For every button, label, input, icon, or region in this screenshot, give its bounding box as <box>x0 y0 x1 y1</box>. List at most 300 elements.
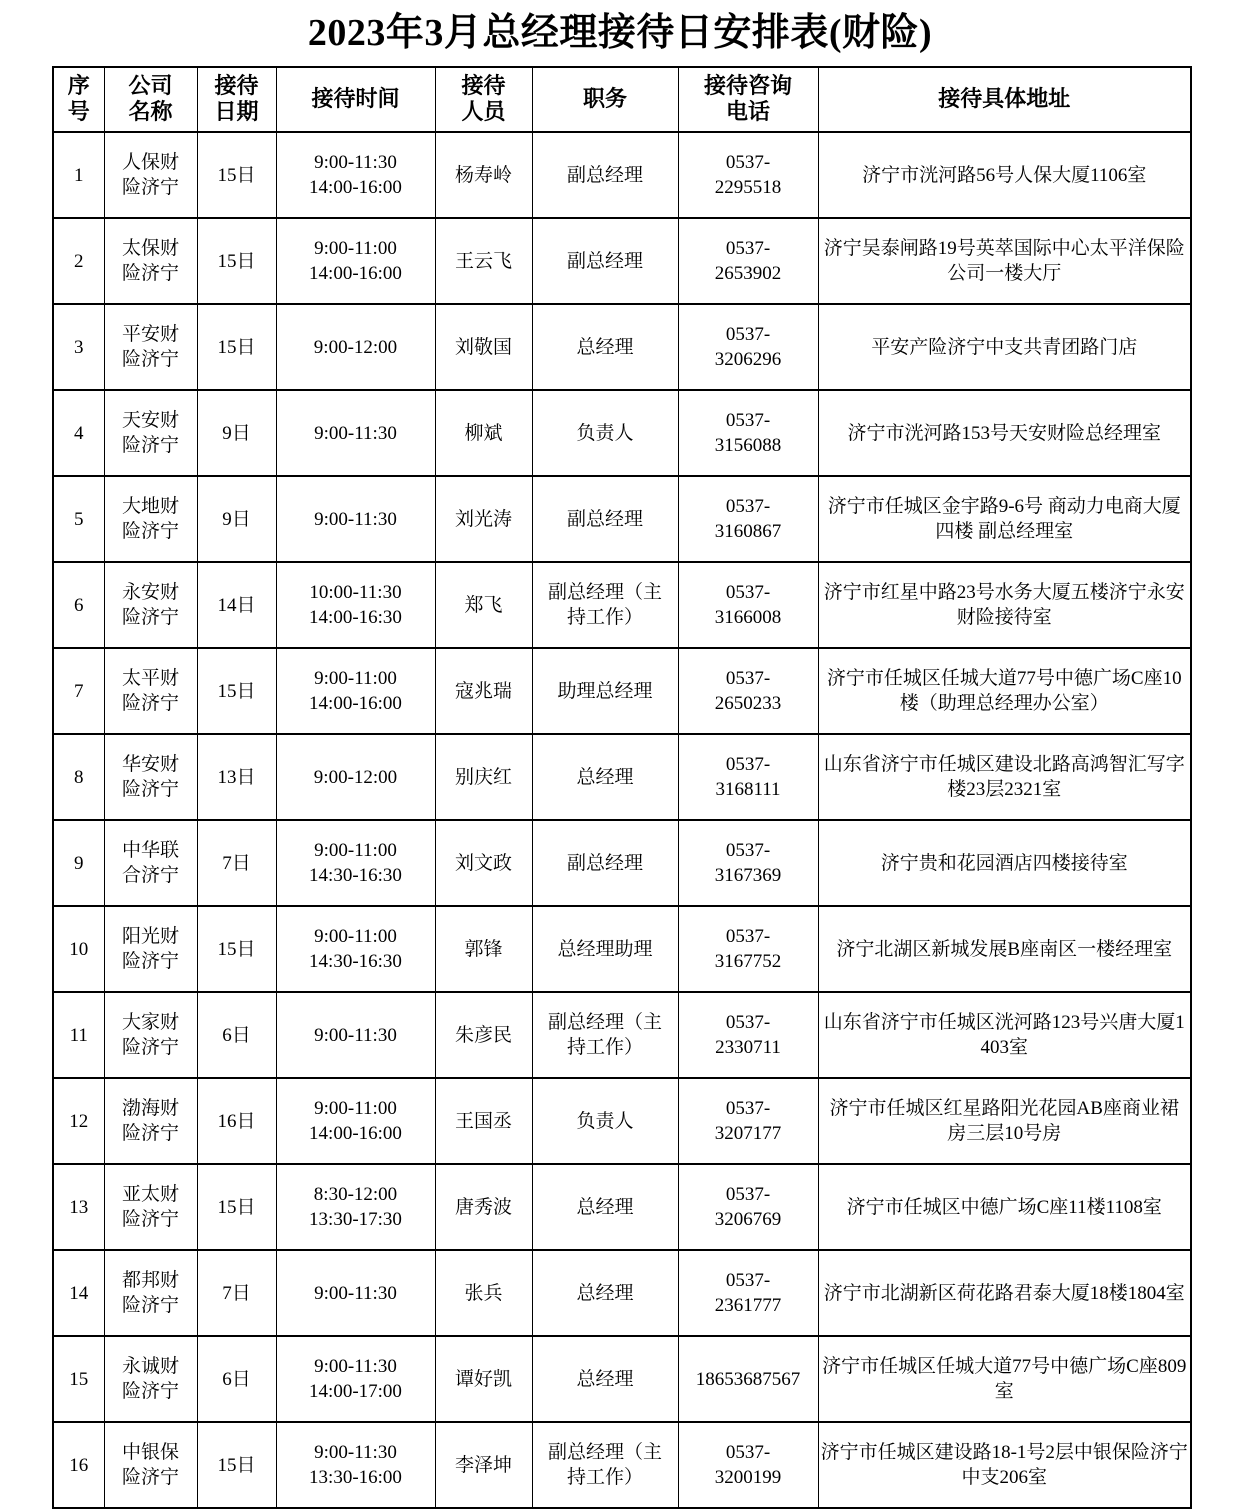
cell-job-title-line1: 副总经理 <box>535 851 676 876</box>
cell-time <box>276 132 435 218</box>
table-header-row <box>53 67 1191 133</box>
table-row <box>53 734 1191 820</box>
cell-phone-line1: 18653687567 <box>681 1367 816 1392</box>
cell-phone-line2: 2295518 <box>681 175 816 200</box>
cell-date-line1: 15日 <box>200 679 274 704</box>
cell-job-title-line1: 副总经理 <box>535 163 676 188</box>
cell-date <box>197 1336 276 1422</box>
cell-person <box>435 734 532 820</box>
cell-date-line1: 9日 <box>200 507 274 532</box>
table-row <box>53 132 1191 218</box>
cell-address: 济宁吴泰闸路19号英萃国际中心太平洋保险公司一楼大厅 <box>818 218 1191 304</box>
cell-company-line2: 险济宁 <box>107 1121 195 1146</box>
cell-job-title-line1: 副总经理 <box>535 249 676 274</box>
cell-company-line2: 险济宁 <box>107 1207 195 1232</box>
column-header-address: 接待具体地址 <box>818 67 1191 133</box>
cell-address: 济宁贵和花园酒店四楼接待室 <box>818 820 1191 906</box>
column-header-person-line2: 人员 <box>438 99 530 126</box>
cell-time <box>276 992 435 1078</box>
cell-time <box>276 906 435 992</box>
cell-company-line1: 阳光财 <box>107 924 195 949</box>
cell-date-line1: 15日 <box>200 335 274 360</box>
cell-phone-line2: 3167369 <box>681 863 816 888</box>
cell-person-line1: 杨寿岭 <box>438 163 530 188</box>
cell-address: 平安产险济宁中支共青团路门店 <box>818 304 1191 390</box>
cell-time-line1: 9:00-11:00 <box>279 236 433 261</box>
table-row <box>53 562 1191 648</box>
cell-person-line1: 张兵 <box>438 1281 530 1306</box>
cell-phone-line1: 0537- <box>681 666 816 691</box>
page-title: 2023年3月总经理接待日安排表(财险) <box>0 0 1240 66</box>
cell-person-line1: 刘光涛 <box>438 507 530 532</box>
cell-company <box>104 906 197 992</box>
column-header-index-line2: 号 <box>56 99 102 126</box>
cell-index <box>53 906 104 992</box>
cell-date <box>197 1422 276 1508</box>
cell-job-title-line1: 副总经理（主 <box>535 580 676 605</box>
cell-time-line1: 9:00-11:00 <box>279 666 433 691</box>
cell-time-line2: 14:00-16:00 <box>279 175 433 200</box>
table-row <box>53 992 1191 1078</box>
column-header-index <box>53 67 104 133</box>
cell-date-line1: 7日 <box>200 851 274 876</box>
cell-job-title <box>532 1078 678 1164</box>
cell-time-line1: 9:00-12:00 <box>279 335 433 360</box>
cell-company-line2: 险济宁 <box>107 605 195 630</box>
cell-phone-line1: 0537- <box>681 1010 816 1035</box>
cell-person <box>435 132 532 218</box>
cell-person <box>435 562 532 648</box>
cell-phone-line2: 2650233 <box>681 691 816 716</box>
cell-person-line1: 柳斌 <box>438 421 530 446</box>
cell-phone-line1: 0537- <box>681 494 816 519</box>
cell-company-line1: 永诚财 <box>107 1354 195 1379</box>
cell-index-line1: 3 <box>56 335 102 360</box>
cell-date <box>197 476 276 562</box>
cell-phone-line2: 2330711 <box>681 1035 816 1060</box>
cell-date-line1: 15日 <box>200 1195 274 1220</box>
cell-job-title <box>532 476 678 562</box>
cell-person-line1: 刘敬国 <box>438 335 530 360</box>
cell-phone-line1: 0537- <box>681 924 816 949</box>
cell-phone-line2: 2361777 <box>681 1293 816 1318</box>
cell-date-line1: 15日 <box>200 249 274 274</box>
column-header-person <box>435 67 532 133</box>
cell-person <box>435 1336 532 1422</box>
cell-person-line1: 寇兆瑞 <box>438 679 530 704</box>
cell-job-title-line1: 副总经理 <box>535 507 676 532</box>
cell-phone-line1: 0537- <box>681 1440 816 1465</box>
cell-person <box>435 218 532 304</box>
cell-person-line1: 谭好凯 <box>438 1367 530 1392</box>
cell-job-title-line1: 副总经理（主 <box>535 1440 676 1465</box>
cell-phone <box>678 820 818 906</box>
column-header-time: 接待时间 <box>276 67 435 133</box>
column-header-company <box>104 67 197 133</box>
cell-index-line1: 4 <box>56 421 102 446</box>
cell-person-line1: 李泽坤 <box>438 1453 530 1478</box>
cell-company-line1: 人保财 <box>107 150 195 175</box>
cell-phone-line2: 3200199 <box>681 1465 816 1490</box>
cell-phone <box>678 1078 818 1164</box>
cell-address: 济宁市任城区建设路18-1号2层中银保险济宁中支206室 <box>818 1422 1191 1508</box>
cell-phone-line1: 0537- <box>681 408 816 433</box>
cell-index <box>53 1164 104 1250</box>
cell-job-title-line1: 总经理 <box>535 765 676 790</box>
column-header-company-line1: 公司 <box>107 73 195 100</box>
cell-date-line1: 7日 <box>200 1281 274 1306</box>
cell-company-line2: 险济宁 <box>107 347 195 372</box>
cell-time-line2: 14:00-17:00 <box>279 1379 433 1404</box>
cell-job-title-line1: 总经理助理 <box>535 937 676 962</box>
cell-phone <box>678 562 818 648</box>
cell-date <box>197 132 276 218</box>
cell-date <box>197 992 276 1078</box>
cell-time-line2: 13:30-16:00 <box>279 1465 433 1490</box>
cell-company-line2: 险济宁 <box>107 777 195 802</box>
cell-phone <box>678 648 818 734</box>
cell-job-title <box>532 304 678 390</box>
cell-date <box>197 1164 276 1250</box>
cell-company <box>104 1250 197 1336</box>
cell-job-title <box>532 1336 678 1422</box>
cell-job-title-line2: 持工作） <box>535 1465 676 1490</box>
cell-time <box>276 1250 435 1336</box>
cell-time <box>276 820 435 906</box>
cell-job-title <box>532 1250 678 1336</box>
cell-company <box>104 132 197 218</box>
cell-company-line2: 险济宁 <box>107 1293 195 1318</box>
cell-index-line1: 11 <box>56 1023 102 1048</box>
table-row <box>53 390 1191 476</box>
cell-index <box>53 1250 104 1336</box>
cell-index <box>53 390 104 476</box>
cell-address: 山东省济宁市任城区洸河路123号兴唐大厦1403室 <box>818 992 1191 1078</box>
cell-phone-line1: 0537- <box>681 1096 816 1121</box>
cell-index <box>53 648 104 734</box>
cell-address: 济宁市洸河路153号天安财险总经理室 <box>818 390 1191 476</box>
cell-person <box>435 992 532 1078</box>
cell-time-line1: 9:00-11:30 <box>279 1023 433 1048</box>
cell-company <box>104 820 197 906</box>
cell-person <box>435 1078 532 1164</box>
cell-time <box>276 648 435 734</box>
cell-index <box>53 1422 104 1508</box>
column-header-phone-line1: 接待咨询 <box>681 73 816 100</box>
cell-phone <box>678 476 818 562</box>
cell-phone-line2: 3207177 <box>681 1121 816 1146</box>
table-row <box>53 1078 1191 1164</box>
table-row <box>53 1164 1191 1250</box>
column-header-date <box>197 67 276 133</box>
cell-address: 济宁市任城区金宇路9-6号 商动力电商大厦四楼 副总经理室 <box>818 476 1191 562</box>
cell-company-line2: 险济宁 <box>107 175 195 200</box>
cell-job-title-line1: 助理总经理 <box>535 679 676 704</box>
cell-index-line1: 12 <box>56 1109 102 1134</box>
cell-person <box>435 390 532 476</box>
cell-phone <box>678 734 818 820</box>
cell-time-line1: 9:00-11:30 <box>279 421 433 446</box>
cell-date-line1: 6日 <box>200 1023 274 1048</box>
cell-phone-line1: 0537- <box>681 322 816 347</box>
cell-company <box>104 1164 197 1250</box>
cell-time <box>276 476 435 562</box>
table-row <box>53 906 1191 992</box>
cell-phone-line2: 3160867 <box>681 519 816 544</box>
cell-date <box>197 1250 276 1336</box>
table-row <box>53 476 1191 562</box>
cell-job-title-line2: 持工作） <box>535 1035 676 1060</box>
cell-phone <box>678 218 818 304</box>
cell-time <box>276 390 435 476</box>
cell-time-line2: 14:00-16:00 <box>279 1121 433 1146</box>
cell-index-line1: 6 <box>56 593 102 618</box>
table-row <box>53 820 1191 906</box>
cell-company-line2: 险济宁 <box>107 433 195 458</box>
cell-time <box>276 304 435 390</box>
column-header-job: 职务 <box>532 67 678 133</box>
cell-company <box>104 1336 197 1422</box>
cell-job-title-line1: 总经理 <box>535 335 676 360</box>
column-header-date-line2: 日期 <box>200 99 274 126</box>
cell-person-line1: 郑飞 <box>438 593 530 618</box>
cell-date-line1: 13日 <box>200 765 274 790</box>
cell-job-title <box>532 992 678 1078</box>
cell-time-line1: 10:00-11:30 <box>279 580 433 605</box>
cell-company <box>104 390 197 476</box>
cell-company-line2: 险济宁 <box>107 691 195 716</box>
cell-phone-line2: 3167752 <box>681 949 816 974</box>
cell-company-line1: 渤海财 <box>107 1096 195 1121</box>
cell-phone <box>678 1164 818 1250</box>
cell-index <box>53 218 104 304</box>
cell-time <box>276 1422 435 1508</box>
cell-time-line1: 9:00-11:30 <box>279 1440 433 1465</box>
cell-company-line2: 险济宁 <box>107 519 195 544</box>
column-header-phone-line2: 电话 <box>681 99 816 126</box>
cell-time-line2: 14:00-16:00 <box>279 261 433 286</box>
cell-time-line1: 9:00-11:00 <box>279 838 433 863</box>
cell-person <box>435 1164 532 1250</box>
cell-company <box>104 992 197 1078</box>
table-row <box>53 648 1191 734</box>
cell-phone-line2: 3206769 <box>681 1207 816 1232</box>
cell-phone-line2: 3168111 <box>681 777 816 802</box>
cell-company <box>104 562 197 648</box>
cell-job-title-line1: 负责人 <box>535 1109 676 1134</box>
cell-time <box>276 734 435 820</box>
cell-job-title <box>532 1164 678 1250</box>
cell-index-line1: 2 <box>56 249 102 274</box>
cell-person-line1: 唐秀波 <box>438 1195 530 1220</box>
cell-job-title <box>532 1422 678 1508</box>
cell-address: 济宁市任城区红星路阳光花园AB座商业裙房三层10号房 <box>818 1078 1191 1164</box>
cell-job-title <box>532 562 678 648</box>
cell-phone-line2: 3166008 <box>681 605 816 630</box>
cell-company-line1: 大家财 <box>107 1010 195 1035</box>
cell-person-line1: 别庆红 <box>438 765 530 790</box>
cell-index-line1: 7 <box>56 679 102 704</box>
cell-date-line1: 15日 <box>200 1453 274 1478</box>
cell-company-line2: 险济宁 <box>107 1465 195 1490</box>
cell-job-title <box>532 820 678 906</box>
cell-company-line1: 天安财 <box>107 408 195 433</box>
cell-job-title <box>532 906 678 992</box>
table-row <box>53 1422 1191 1508</box>
column-header-person-line1: 接待 <box>438 73 530 100</box>
cell-job-title-line2: 持工作） <box>535 605 676 630</box>
cell-phone-line2: 3206296 <box>681 347 816 372</box>
cell-job-title-line1: 副总经理（主 <box>535 1010 676 1035</box>
cell-phone-line1: 0537- <box>681 1268 816 1293</box>
cell-date <box>197 734 276 820</box>
cell-person-line1: 王国丞 <box>438 1109 530 1134</box>
cell-index <box>53 1078 104 1164</box>
column-header-phone <box>678 67 818 133</box>
schedule-table-wrap <box>0 66 1240 1509</box>
cell-date-line1: 9日 <box>200 421 274 446</box>
table-row <box>53 1336 1191 1422</box>
cell-address: 济宁市任城区任城大道77号中德广场C座809室 <box>818 1336 1191 1422</box>
cell-phone <box>678 1422 818 1508</box>
cell-date <box>197 820 276 906</box>
cell-company-line1: 太平财 <box>107 666 195 691</box>
cell-date-line1: 16日 <box>200 1109 274 1134</box>
cell-company-line2: 险济宁 <box>107 261 195 286</box>
cell-person <box>435 476 532 562</box>
cell-phone <box>678 1336 818 1422</box>
cell-time-line1: 9:00-12:00 <box>279 765 433 790</box>
cell-address: 济宁市任城区中德广场C座11楼1108室 <box>818 1164 1191 1250</box>
cell-index <box>53 734 104 820</box>
cell-company-line1: 太保财 <box>107 236 195 261</box>
cell-date <box>197 218 276 304</box>
cell-address: 济宁市北湖新区荷花路君泰大厦18楼1804室 <box>818 1250 1191 1336</box>
cell-date <box>197 390 276 476</box>
cell-job-title <box>532 132 678 218</box>
cell-index-line1: 13 <box>56 1195 102 1220</box>
cell-date-line1: 15日 <box>200 937 274 962</box>
cell-phone <box>678 992 818 1078</box>
cell-company-line1: 永安财 <box>107 580 195 605</box>
cell-phone-line1: 0537- <box>681 1182 816 1207</box>
cell-job-title-line1: 总经理 <box>535 1281 676 1306</box>
cell-time-line1: 9:00-11:30 <box>279 150 433 175</box>
cell-company <box>104 1078 197 1164</box>
cell-phone-line1: 0537- <box>681 580 816 605</box>
cell-phone <box>678 132 818 218</box>
cell-time-line2: 13:30-17:30 <box>279 1207 433 1232</box>
cell-index <box>53 820 104 906</box>
cell-index-line1: 15 <box>56 1367 102 1392</box>
cell-address: 山东省济宁市任城区建设北路高鸿智汇写字楼23层2321室 <box>818 734 1191 820</box>
table-row <box>53 218 1191 304</box>
cell-date-line1: 15日 <box>200 163 274 188</box>
cell-time-line2: 14:00-16:00 <box>279 691 433 716</box>
cell-phone <box>678 390 818 476</box>
cell-company <box>104 1422 197 1508</box>
cell-person-line1: 郭锋 <box>438 937 530 962</box>
cell-date-line1: 14日 <box>200 593 274 618</box>
cell-company-line2: 险济宁 <box>107 949 195 974</box>
cell-phone-line1: 0537- <box>681 838 816 863</box>
cell-date <box>197 304 276 390</box>
cell-person-line1: 刘文政 <box>438 851 530 876</box>
table-header <box>53 67 1191 133</box>
cell-company-line1: 中银保 <box>107 1440 195 1465</box>
cell-company <box>104 734 197 820</box>
cell-company <box>104 476 197 562</box>
cell-index <box>53 304 104 390</box>
cell-index-line1: 5 <box>56 507 102 532</box>
cell-date-line1: 6日 <box>200 1367 274 1392</box>
cell-person-line1: 王云飞 <box>438 249 530 274</box>
table-body <box>53 132 1191 1508</box>
cell-person <box>435 906 532 992</box>
cell-phone <box>678 1250 818 1336</box>
cell-index-line1: 14 <box>56 1281 102 1306</box>
cell-time-line1: 9:00-11:00 <box>279 1096 433 1121</box>
cell-person <box>435 820 532 906</box>
cell-company-line1: 亚太财 <box>107 1182 195 1207</box>
table-row <box>53 1250 1191 1336</box>
cell-date <box>197 1078 276 1164</box>
cell-date <box>197 906 276 992</box>
table-row <box>53 304 1191 390</box>
cell-job-title-line1: 总经理 <box>535 1367 676 1392</box>
cell-time-line1: 9:00-11:30 <box>279 507 433 532</box>
cell-index <box>53 476 104 562</box>
cell-time <box>276 218 435 304</box>
reception-schedule-table <box>52 66 1192 1509</box>
cell-job-title-line1: 总经理 <box>535 1195 676 1220</box>
column-header-index-line1: 序 <box>56 73 102 100</box>
cell-time-line1: 9:00-11:30 <box>279 1281 433 1306</box>
cell-company-line2: 险济宁 <box>107 1379 195 1404</box>
cell-phone-line1: 0537- <box>681 752 816 777</box>
cell-time-line2: 14:30-16:30 <box>279 863 433 888</box>
cell-person <box>435 648 532 734</box>
cell-time <box>276 562 435 648</box>
cell-time <box>276 1078 435 1164</box>
cell-date <box>197 562 276 648</box>
cell-index-line1: 1 <box>56 163 102 188</box>
cell-date <box>197 648 276 734</box>
cell-company-line1: 平安财 <box>107 322 195 347</box>
cell-person <box>435 304 532 390</box>
cell-company-line1: 大地财 <box>107 494 195 519</box>
cell-job-title-line1: 负责人 <box>535 421 676 446</box>
cell-company-line1: 华安财 <box>107 752 195 777</box>
cell-index-line1: 10 <box>56 937 102 962</box>
cell-time-line1: 9:00-11:00 <box>279 924 433 949</box>
cell-company <box>104 648 197 734</box>
cell-person <box>435 1250 532 1336</box>
cell-phone-line1: 0537- <box>681 150 816 175</box>
cell-phone <box>678 304 818 390</box>
cell-time-line2: 14:00-16:30 <box>279 605 433 630</box>
cell-address: 济宁市红星中路23号水务大厦五楼济宁永安财险接待室 <box>818 562 1191 648</box>
cell-phone-line2: 3156088 <box>681 433 816 458</box>
cell-phone-line2: 2653902 <box>681 261 816 286</box>
cell-company-line2: 合济宁 <box>107 863 195 888</box>
cell-time-line2: 14:30-16:30 <box>279 949 433 974</box>
cell-address: 济宁市洸河路56号人保大厦1106室 <box>818 132 1191 218</box>
cell-phone <box>678 906 818 992</box>
cell-time <box>276 1164 435 1250</box>
column-header-company-line2: 名称 <box>107 99 195 126</box>
cell-company <box>104 304 197 390</box>
